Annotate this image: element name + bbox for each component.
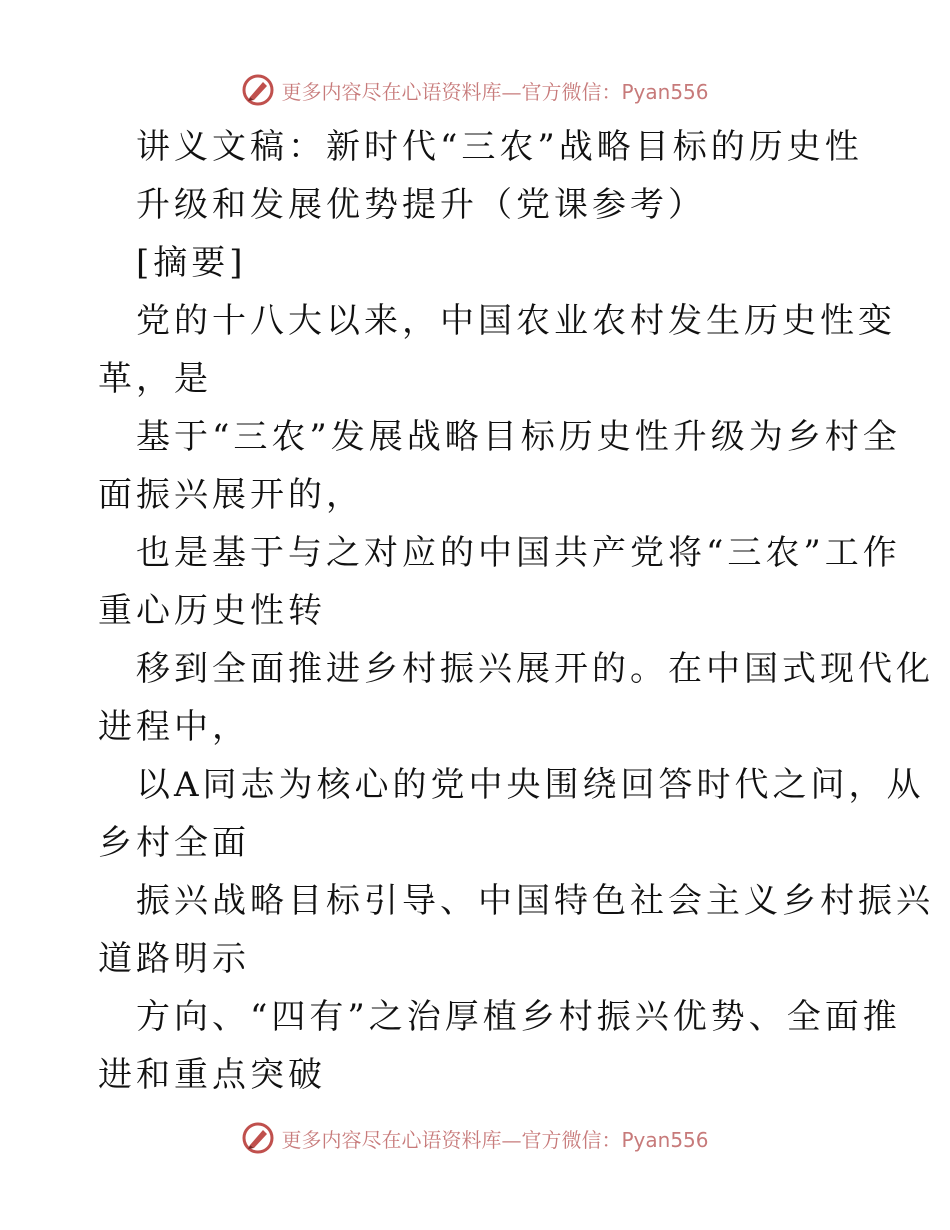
text-line: 乡村全面 xyxy=(98,823,250,863)
pen-logo-icon xyxy=(241,73,275,107)
banner-wechat-id: Pyan556 xyxy=(621,1127,709,1152)
banner-main-text: 更多内容尽在心语资料库 xyxy=(281,1127,502,1152)
banner-separator: — xyxy=(501,79,522,104)
banner-text xyxy=(281,1124,708,1153)
banner-wechat-label: 官方微信： xyxy=(521,79,622,104)
banner-text xyxy=(281,76,708,105)
banner-main-text: 更多内容尽在心语资料库 xyxy=(281,79,502,104)
banner-wechat-id: Pyan556 xyxy=(621,79,709,104)
text-line: 以A同志为核心的党中央围绕回答时代之问，从 xyxy=(136,765,925,805)
text-line: 基于“三农”发展战略目标历史性升级为乡村全 xyxy=(136,417,901,457)
text-line: 党的十八大以来，中国农业农村发生历史性变 xyxy=(136,301,896,341)
text-line: 讲义文稿：新时代“三农”战略目标的历史性 xyxy=(136,127,863,167)
text-line: 移到全面推进乡村振兴展开的。在中国式现代化 xyxy=(136,649,934,689)
text-line: 面振兴展开的， xyxy=(98,475,364,515)
text-line: 重心历史性转 xyxy=(98,591,326,631)
footer-banner xyxy=(0,1118,950,1158)
text-line: 革，是 xyxy=(98,359,212,399)
header-banner xyxy=(0,70,950,110)
text-line: 振兴战略目标引导、中国特色社会主义乡村振兴 xyxy=(136,881,934,921)
text-line: 进和重点突破 xyxy=(98,1055,326,1095)
pen-logo-icon xyxy=(241,1121,275,1155)
document-body xyxy=(98,118,934,1104)
text-line: 方向、“四有”之治厚植乡村振兴优势、全面推 xyxy=(136,997,901,1037)
text-line: [摘要] xyxy=(136,243,247,283)
text-line: 升级和发展优势提升（党课参考） xyxy=(136,185,706,225)
text-line: 也是基于与之对应的中国共产党将“三农”工作 xyxy=(136,533,901,573)
text-line: 进程中， xyxy=(98,707,250,747)
banner-wechat-label: 官方微信： xyxy=(521,1127,622,1152)
banner-separator: — xyxy=(501,1127,522,1152)
text-line: 道路明示 xyxy=(98,939,250,979)
